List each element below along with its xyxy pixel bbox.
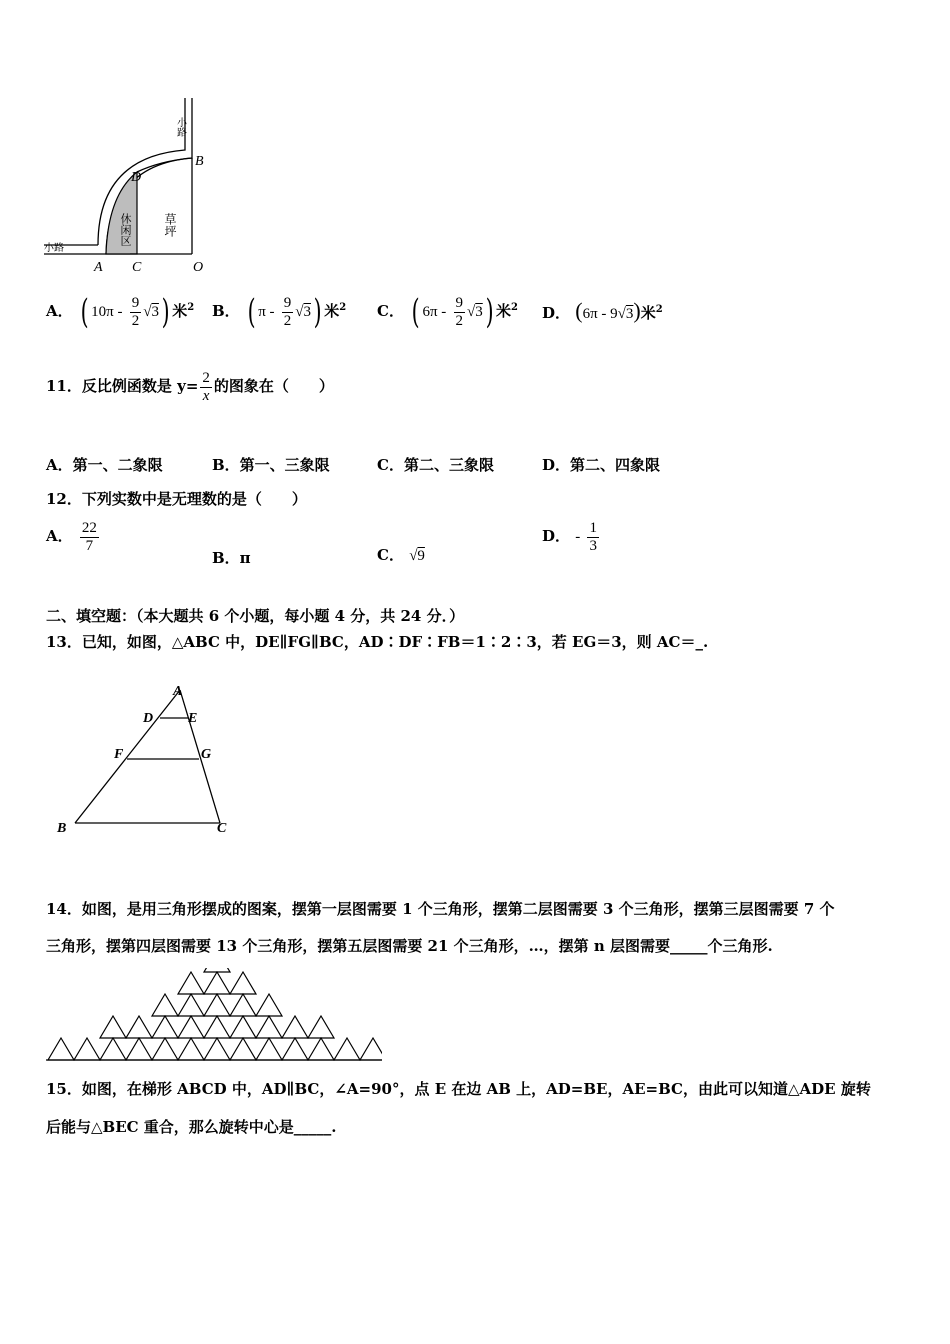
frac-num: 1 — [589, 520, 597, 536]
q10-option-c: C． ( 6π - $\frac{9}{2}$ √3) 米$^2$ — [377, 292, 518, 332]
option-letter: A． — [46, 527, 73, 545]
label-a: A — [173, 684, 183, 699]
unit: 米 — [496, 302, 512, 320]
frac-num: 9 — [283, 295, 292, 311]
option-letter: A． — [46, 302, 73, 320]
pattern-triangle — [256, 1016, 282, 1038]
q11-stem — [46, 370, 334, 404]
label-d: D — [143, 711, 154, 726]
pattern-triangle — [230, 1016, 256, 1038]
q15-line2: 后能与△BEC 重合，那么旋转中心是_____. — [46, 1118, 337, 1136]
q11-option-b: B．第一、三象限 — [212, 456, 330, 474]
q14-line1: 14．如图，是用三角形摆成的图案，摆第一层图需要 1 个三角形，摆第二层图需要 3 个三角形，摆第三层图需要 7 个 — [46, 900, 835, 918]
pattern-triangle — [100, 1038, 126, 1060]
pattern-triangle — [204, 968, 230, 972]
option-letter: D． — [542, 527, 571, 545]
pattern-triangle — [282, 1038, 308, 1060]
side-ac — [180, 690, 220, 823]
radicand: 3 — [625, 306, 634, 322]
q14-line2: 三角形，摆第四层图需要 13 个三角形，摆第五层图需要 21 个三角形，…，摆第 n 层图需要_____个三角形. — [46, 937, 773, 955]
pattern-triangle — [204, 972, 230, 994]
option-coef: 6π - — [422, 304, 447, 320]
q12-option-c: C． √9 — [377, 546, 425, 564]
pattern-triangle — [178, 1016, 204, 1038]
option-coef: π - — [258, 304, 275, 320]
pattern-triangle — [74, 1038, 100, 1060]
q14-triangle-pattern — [46, 968, 382, 1063]
pattern-triangle — [100, 1016, 126, 1038]
pattern-triangle — [204, 994, 230, 1016]
frac-den: 3 — [589, 537, 597, 554]
fig10-label-path-left: 小路 — [44, 243, 64, 254]
pattern-triangle — [360, 1038, 382, 1060]
fig10-label-rest: 休闲区 — [119, 213, 131, 246]
radicand: 3 — [475, 304, 483, 320]
radicand: 9 — [417, 548, 425, 564]
frac-num: 2 — [202, 370, 210, 386]
frac-den: 2 — [455, 312, 464, 329]
point-o-label: O — [193, 260, 204, 275]
frac-den: x — [202, 387, 210, 404]
pattern-triangle — [178, 1038, 204, 1060]
radicand: 3 — [303, 304, 311, 320]
pattern-triangle — [178, 994, 204, 1016]
unit: 米 — [324, 302, 340, 320]
point-c-label: C — [132, 260, 142, 275]
pattern-triangle — [230, 972, 256, 994]
point-b-label: B — [195, 154, 204, 169]
label-g: G — [201, 747, 212, 762]
point-d-label: D — [131, 170, 142, 185]
option-letter: B． — [212, 302, 240, 320]
q11-option-a: A．第一、二象限 — [46, 456, 163, 474]
unit: 米 — [640, 304, 656, 322]
frac-den: 2 — [283, 312, 292, 329]
unit-sup: 2 — [511, 302, 518, 313]
pattern-triangle — [152, 1038, 178, 1060]
unit-sup: 2 — [187, 302, 195, 313]
inner-arc — [137, 158, 192, 172]
pattern-triangle — [152, 1016, 178, 1038]
pattern-triangle — [204, 1038, 230, 1060]
pattern-triangle — [126, 1016, 152, 1038]
option-letter: C． — [377, 546, 404, 564]
pattern-triangle — [230, 1038, 256, 1060]
label-f: F — [114, 747, 124, 762]
q12-stem: 12．下列实数中是无理数的是（ ） — [46, 490, 307, 508]
q10-option-d: D． (6π - 9√3)米$^2$ — [542, 298, 663, 323]
q10-option-a: A． ( 10π - $\frac{9}{2}$ √3) 米$^2$ — [46, 292, 195, 332]
pattern-triangle — [282, 1016, 308, 1038]
q13-stem: 13．已知，如图，△ABC 中，DE∥FG∥BC，AD∶DF∶FB＝1∶2∶3，若 EG＝3，则 AC＝_. — [46, 633, 709, 651]
q15-line1: 15．如图，在梯形 ABCD 中，AD∥BC，∠A=90°，点 E 在边 AB 上，AD=BE，AE=BC，由此可以知道△ADE 旋转 — [46, 1080, 871, 1098]
unit: 米 — [172, 302, 188, 320]
pattern-triangle — [256, 1038, 282, 1060]
pattern-triangle — [256, 994, 282, 1016]
frac-num: 22 — [81, 520, 97, 536]
q12-option-a — [46, 520, 101, 554]
q12-option-b: B．π — [212, 549, 251, 567]
pattern-triangle — [152, 994, 178, 1016]
q11-option-d: D．第二、四象限 — [542, 456, 661, 474]
frac-den: 2 — [131, 312, 140, 329]
option-letter: C． — [377, 302, 404, 320]
pattern-triangle — [48, 1038, 74, 1060]
option-sign: - — [575, 529, 581, 545]
pattern-triangle — [204, 1016, 230, 1038]
label-e: E — [188, 711, 198, 726]
option-letter: D． — [542, 304, 571, 322]
option-expr: 6π - 9 — [582, 306, 618, 322]
q10-figure — [40, 95, 220, 280]
q12-option-d — [542, 520, 601, 554]
q11-option-c: C．第二、三象限 — [377, 456, 494, 474]
radicand: 3 — [151, 304, 159, 320]
pattern-triangle — [308, 1038, 334, 1060]
frac-num: 9 — [131, 295, 140, 311]
frac-num: 9 — [455, 295, 464, 311]
q11-text-after: 的图象在（ ） — [213, 377, 334, 395]
point-a-label: A — [94, 260, 103, 275]
pattern-triangle — [178, 972, 204, 994]
q11-text: 11．反比例函数是 y= — [46, 377, 199, 395]
side-ab — [75, 690, 180, 823]
pattern-triangle — [334, 1038, 360, 1060]
pattern-triangle — [308, 1016, 334, 1038]
fig10-label-lawn: 草坪 — [163, 213, 177, 237]
option-coef: 10π - — [91, 304, 123, 320]
pattern-triangle — [230, 994, 256, 1016]
q10-option-b: B． ( π - $\frac{9}{2}$ √3) 米$^2$ — [212, 292, 347, 332]
fig10-label-path-top: 小路 — [174, 117, 186, 137]
unit-sup: 2 — [655, 304, 663, 315]
label-c: C — [217, 821, 227, 836]
pattern-triangle — [126, 1038, 152, 1060]
section2-heading: 二、填空题：（本大题共 6 个小题，每小题 4 分，共 24 分．） — [46, 607, 465, 625]
frac-den: 7 — [85, 537, 94, 554]
unit-sup: 2 — [339, 302, 347, 313]
q13-triangle-figure — [50, 680, 250, 840]
label-b: B — [57, 821, 67, 836]
